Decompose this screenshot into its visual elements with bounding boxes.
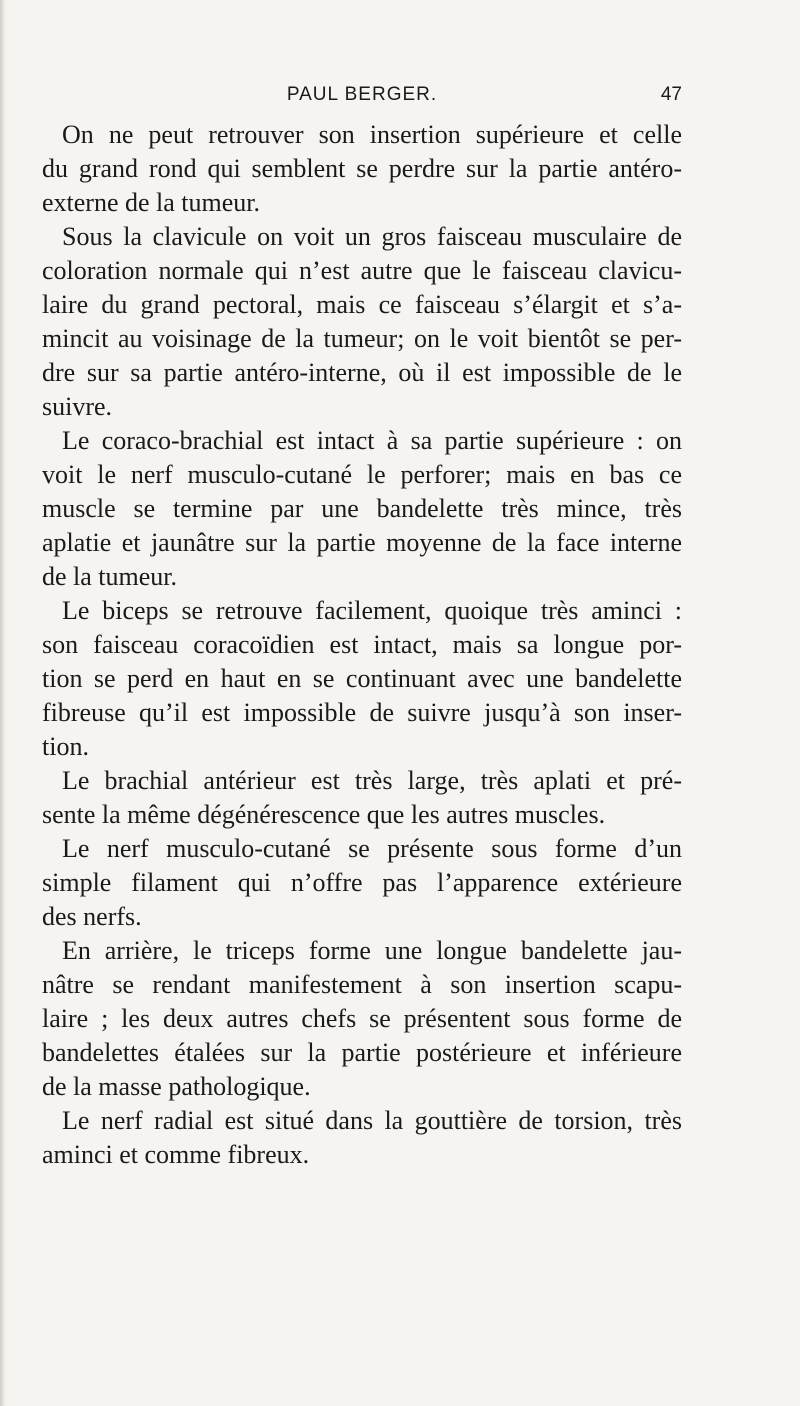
paragraph bbox=[42, 594, 682, 764]
text-line: voit le nerf musculo-cutané le perforer; mais en bas ce bbox=[42, 460, 682, 489]
text-line: mincit au voisinage de la tumeur; on le voit bientôt se per- bbox=[42, 324, 682, 353]
text-line: tion se perd en haut en se continuant avec une bandelette bbox=[42, 664, 682, 693]
text-line: muscle se termine par une bandelette très mince, très bbox=[42, 494, 682, 523]
text-line: fibreuse qu’il est impossible de suivre jusqu’à son inser- bbox=[42, 698, 682, 727]
text-line: bandelettes étalées sur la partie postérieure et inférieure bbox=[42, 1038, 682, 1067]
text-line: du grand rond qui semblent se perdre sur la partie antéro- bbox=[42, 154, 682, 183]
text-line: laire ; les deux autres chefs se présentent sous forme de bbox=[42, 1004, 682, 1033]
text-line: nâtre se rendant manifestement à son insertion scapu- bbox=[42, 970, 682, 999]
paragraph bbox=[42, 220, 682, 424]
text-line: Le nerf musculo-cutané se présente sous forme d’un bbox=[62, 834, 682, 863]
text-line: aplatie et jaunâtre sur la partie moyenne de la face interne bbox=[42, 528, 682, 557]
text-line: laire du grand pectoral, mais ce faisceau s’élargit et s’a- bbox=[42, 290, 682, 319]
running-header-author: PAUL BERGER. bbox=[286, 84, 438, 105]
text-line: suivre. bbox=[42, 392, 113, 421]
paragraph bbox=[42, 832, 682, 934]
text-line: Le biceps se retrouve facilement, quoique très aminci : bbox=[62, 596, 682, 625]
paragraph bbox=[42, 764, 682, 832]
text-line: simple filament qui n’offre pas l’apparence extérieure bbox=[42, 868, 682, 897]
text-line: En arrière, le triceps forme une longue bandelette jau- bbox=[62, 936, 682, 965]
text-line: de la tumeur. bbox=[42, 562, 178, 591]
text-line: coloration normale qui n’est autre que le faisceau clavicu- bbox=[42, 256, 682, 285]
text-line: externe de la tumeur. bbox=[42, 188, 261, 217]
text-line: Le nerf radial est situé dans la gouttière de torsion, très bbox=[62, 1106, 682, 1135]
text-line: aminci et comme fibreux. bbox=[42, 1140, 310, 1169]
text-line: Le brachial antérieur est très large, très aplati et pré- bbox=[62, 766, 682, 795]
text-line: Le coraco-brachial est intact à sa partie supérieure : on bbox=[62, 426, 682, 455]
text-line: Sous la clavicule on voit un gros faisceau musculaire de bbox=[62, 222, 682, 251]
paragraph bbox=[42, 424, 682, 594]
running-header bbox=[42, 82, 682, 112]
paragraph bbox=[42, 118, 682, 220]
text-line: tion. bbox=[42, 732, 89, 761]
text-line: dre sur sa partie antéro-interne, où il est impossible de le bbox=[42, 358, 682, 387]
paragraph bbox=[42, 1104, 682, 1172]
text-line: On ne peut retrouver son insertion supérieure et celle bbox=[62, 120, 682, 149]
text-line: sente la même dégénérescence que les autres muscles. bbox=[42, 800, 606, 829]
paragraph bbox=[42, 934, 682, 1104]
body-text bbox=[42, 118, 682, 1172]
page-binding-edge bbox=[0, 0, 7, 1406]
text-line: de la masse pathologique. bbox=[42, 1072, 311, 1101]
text-line: des nerfs. bbox=[42, 902, 142, 931]
text-line: son faisceau coracoïdien est intact, mais sa longue por- bbox=[42, 630, 682, 659]
page-number: 47 bbox=[660, 84, 682, 105]
